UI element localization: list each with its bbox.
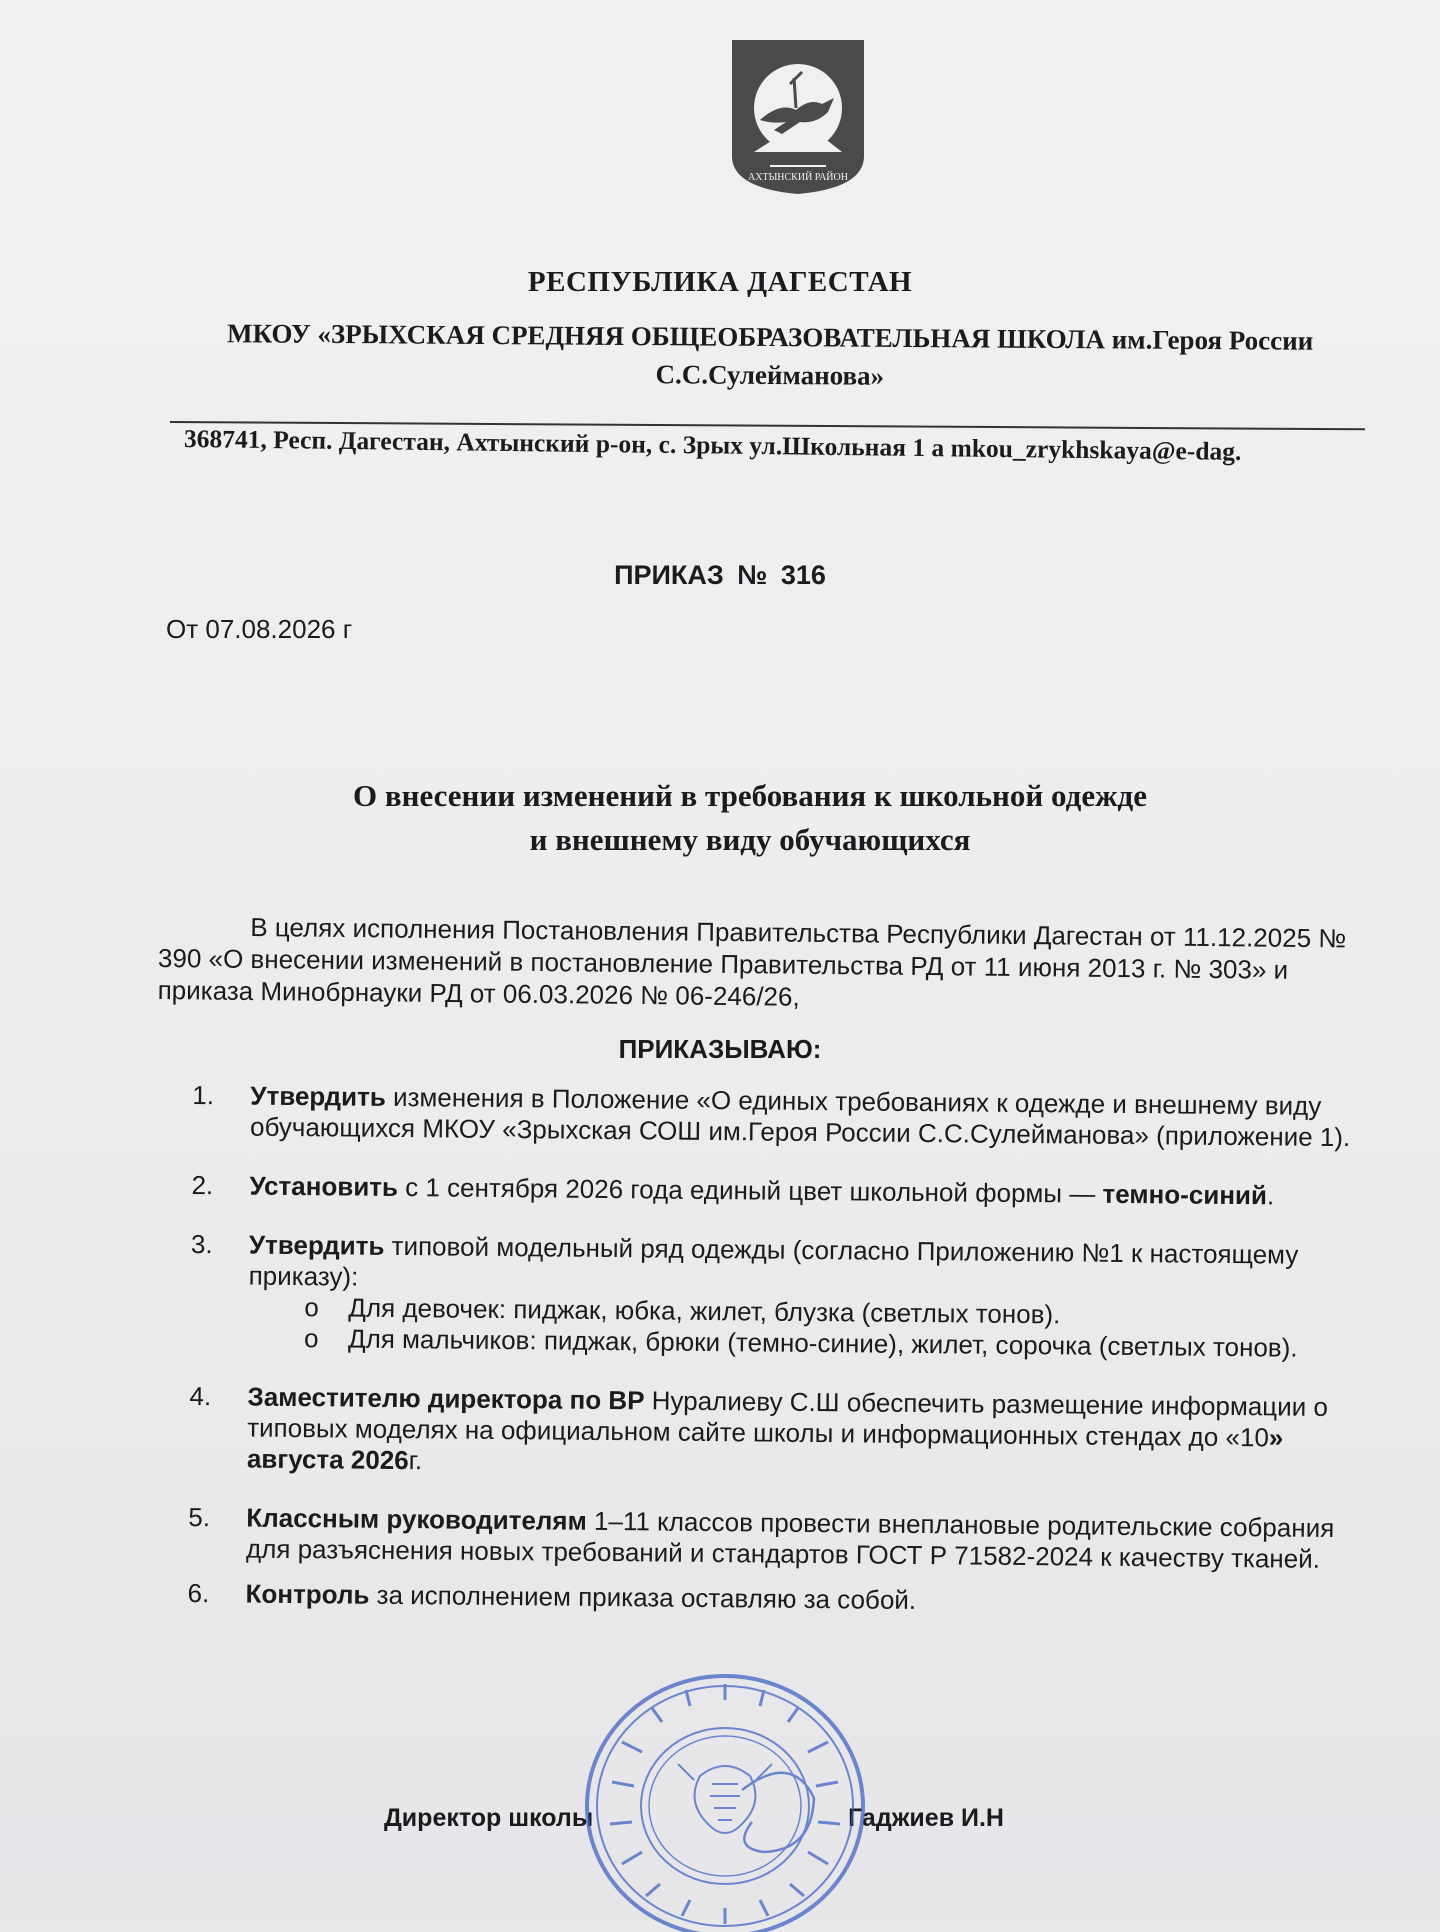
order-subject bbox=[270, 774, 1230, 862]
item-number: 3. bbox=[190, 1229, 213, 1260]
item-bold-lead: Утвердить bbox=[248, 1229, 385, 1261]
school-stamp-icon bbox=[582, 1672, 868, 1932]
sub-item-text: Для мальчиков: пиджак, брюки (темно-синие), жилет, сорочка (светлых тонов). bbox=[347, 1323, 1298, 1363]
item-number: 2. bbox=[191, 1170, 214, 1201]
item-text-end: . bbox=[1266, 1180, 1275, 1211]
order-date: От 07.08.2026 г bbox=[166, 614, 353, 644]
school-name bbox=[190, 314, 1351, 398]
list-item bbox=[187, 1578, 1357, 1620]
item-text: 1–11 классов провести внеплановые родительские собрания для разъяснения новых требований и стандартов ГОСТ Р 71582-2024 к качеству тканей. bbox=[245, 1505, 1335, 1574]
command-heading: ПРИКАЗЫВАЮ: bbox=[618, 1034, 822, 1064]
republic-title: РЕСПУБЛИКА ДАГЕСТАН bbox=[527, 266, 913, 298]
school-name-line-1: МКОУ «ЗРЫХСКАЯ СРЕДНЯЯ ОБЩЕОБРАЗОВАТЕЛЬНАЯ ШКОЛА им.Героя России bbox=[226, 318, 1314, 356]
item-bold-lead: Установить bbox=[249, 1170, 399, 1202]
item-number: 1. bbox=[192, 1080, 215, 1111]
sub-item-text: Для девочек: пиджак, юбка, жилет, блузка (светлых тонов). bbox=[348, 1292, 1061, 1330]
item-text: типовой модельный ряд одежды (согласно Приложению №1 к настоящему приказу): bbox=[248, 1230, 1299, 1292]
school-name-line-2: С.С.Сулейманова» bbox=[655, 359, 885, 391]
list-item bbox=[192, 1080, 1363, 1153]
list-item bbox=[190, 1229, 1361, 1364]
order-subject-line-1: О внесении изменений в требования к школьной одежде bbox=[353, 778, 1147, 813]
item-number: 6. bbox=[187, 1577, 210, 1609]
item-bold-lead: Утвердить bbox=[250, 1080, 386, 1112]
item-bold-emphasis: темно-синий bbox=[1102, 1178, 1268, 1211]
order-subject-line-2: и внешнему виду обучающихся bbox=[529, 822, 971, 857]
list-item bbox=[191, 1170, 1361, 1212]
item-text-end: г. bbox=[408, 1445, 423, 1476]
item-bold-emphasis: » августа 2026 bbox=[246, 1422, 1284, 1476]
signature-name: Гаджиев И.Н bbox=[848, 1804, 1004, 1832]
bullet-icon: o bbox=[303, 1323, 319, 1354]
item-bold-lead: Заместителю директора по ВР bbox=[247, 1381, 645, 1416]
item-number: 4. bbox=[189, 1380, 212, 1412]
preamble-text: В целях исполнения Постановления Правительства Республики Дагестан от 11.12.2025 № 390 «О внесении изменений в постановление Правительства РД от 11 июня 2013 г. № 303» и приказа Минобрнауки РД от 06.03.2026 № 06-246/26, bbox=[157, 911, 1347, 1012]
sub-list bbox=[248, 1292, 1361, 1365]
item-number: 5. bbox=[188, 1501, 211, 1533]
item-bold-lead: Классным руководителям bbox=[246, 1502, 587, 1536]
order-title: ПРИКАЗ № 316 bbox=[614, 560, 826, 590]
item-text: с 1 сентября 2026 года единый цвет школьной формы — bbox=[397, 1171, 1103, 1209]
item-text: изменения в Положение «О единых требованиях к одежде и внешнему виду обучающихся МКОУ «Зрыхская СОШ им.Героя России С.С.Сулейманова» (приложение 1). bbox=[249, 1081, 1351, 1153]
emblem-caption: АХТЫНСКИЙ РАЙОН bbox=[748, 172, 848, 183]
signature-title: Директор школы bbox=[384, 1804, 594, 1832]
item-bold-lead: Контроль bbox=[245, 1578, 370, 1610]
item-text: за исполнением приказа оставляю за собой. bbox=[369, 1579, 917, 1615]
school-address: 368741, Респ. Дагестан, Ахтынский р-он, с. Зрых ул.Школьная 1 а mkou_zrykhskaya@e-dag. bbox=[183, 424, 1242, 466]
item-text: Нуралиеву С.Ш обеспечить размещение информации о типовых моделях на официальном сайте школы и информационных стендах до «10 bbox=[247, 1385, 1329, 1453]
list-item bbox=[189, 1381, 1360, 1485]
order-items-list bbox=[187, 1080, 1362, 1620]
district-emblem-icon bbox=[730, 38, 866, 196]
bullet-icon: o bbox=[304, 1292, 319, 1323]
list-item bbox=[188, 1502, 1359, 1575]
